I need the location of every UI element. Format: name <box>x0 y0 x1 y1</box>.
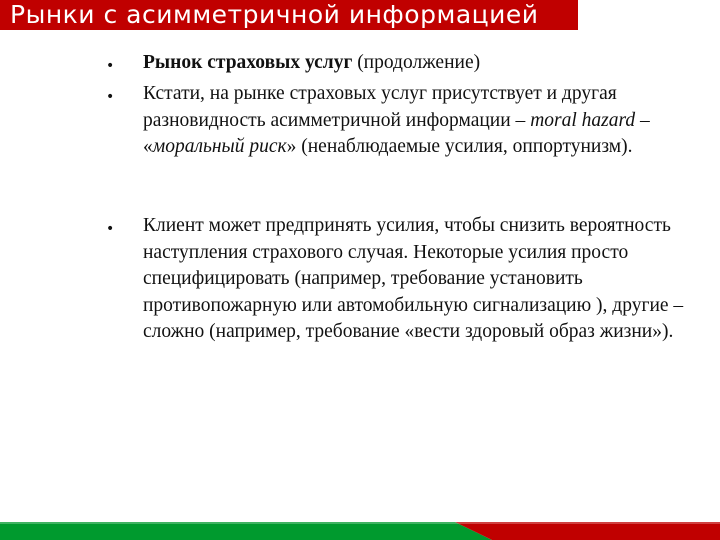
bullet-dot: • <box>106 89 115 105</box>
bullet-1-rest: (продолжение) <box>352 52 481 73</box>
bottom-band-red <box>455 522 720 540</box>
bullet-dot: • <box>106 58 115 74</box>
bullet-2-text <box>143 81 708 161</box>
bullet-3-text: Клиент может предпринять усилия, чтобы снизить вероятность наступления страхового случая. Некоторые усилия просто специфицировать (например, требование установить противопожарную или автомобильную сигнализацию ), другие – сложно (например, требование «вести здоровый образ жизни»). <box>143 215 684 342</box>
bullet-2-italic-term-ru: моральный риск <box>152 136 287 157</box>
bullet-dot: • <box>106 221 115 237</box>
bullet-2-text-mid: – « <box>143 109 650 157</box>
bullet-2-text-after: » (ненаблюдаемые усилия, оппортунизм). <box>286 136 633 157</box>
bullet-2-text-before: Кстати, на рынке страховых услуг присутствует и другая разновидность асимметричной информации – <box>143 83 617 131</box>
bullet-2-italic-term: moral hazard <box>530 109 636 131</box>
bullet-1-bold: Рынок страховых услуг <box>143 52 353 73</box>
slide-title: Рынки с асимметричной информацией <box>10 0 539 29</box>
bullet-1-text <box>143 50 708 77</box>
bottom-band-highlight <box>0 522 720 524</box>
bottom-band-green <box>0 522 492 540</box>
bottom-decor-band <box>0 522 720 540</box>
